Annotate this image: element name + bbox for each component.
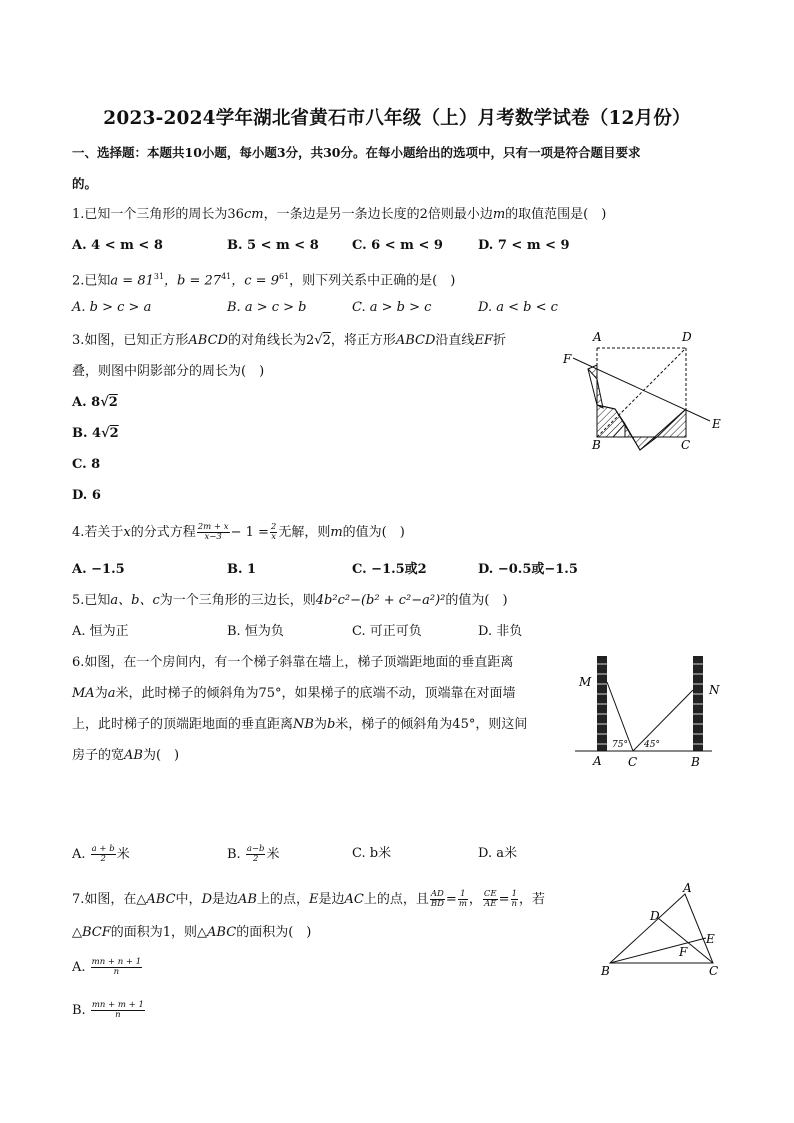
label-c: C: [709, 964, 719, 978]
q2-option-b[interactable]: B. a > c > b: [227, 300, 307, 315]
q5-option-a[interactable]: A. 恒为正: [72, 624, 129, 639]
label-e: E: [712, 417, 721, 431]
question-3-stem-line2: 叠，则图中阴影部分的周长为( ): [72, 364, 265, 379]
q1-option-c[interactable]: C. 6 < m < 9: [352, 238, 443, 253]
q6-ladder-figure: [570, 650, 720, 770]
question-1-stem: 1.已知一个三角形的周长为36cm，一条边是另一条边长度的2倍则最小边m的取值范围是( ): [72, 207, 607, 222]
angle-45-label: 45°: [644, 740, 660, 750]
q2-option-d[interactable]: D. a < b < c: [478, 300, 558, 315]
q3-option-b[interactable]: B. 4√2: [72, 426, 119, 441]
label-d: D: [682, 330, 692, 344]
segment-be: [610, 938, 706, 963]
label-m: M: [579, 675, 592, 689]
question-7-stem-line2: △BCF的面积为1，则△ABC的面积为( ): [72, 925, 312, 940]
label-b: B: [601, 964, 610, 978]
q3-option-a[interactable]: A. 8√2: [72, 395, 118, 410]
shaded-region: [588, 365, 686, 450]
triangle-abc: [610, 894, 713, 963]
q3-option-d[interactable]: D. 6: [72, 488, 101, 503]
section-heading-line1: 一、选择题：本题共10小题，每小题3分，共30分。在每小题给出的选项中，只有一项是符合题目要求: [72, 145, 641, 160]
q4-option-d[interactable]: D. −0.5或−1.5: [478, 562, 578, 577]
q1-option-a[interactable]: A. 4 < m < 8: [72, 238, 163, 253]
question-7-stem-line1: 7.如图，在△ABC中，D是边AB上的点，E是边AC上的点，且 $\frac{AD}{BD}$ = $\frac{1}{m}$ ， $\frac{CE}{AE}$ = $\frac{1}{n}$ ，若: [72, 889, 546, 909]
page-title: 2023-2024学年湖北省黄石市八年级（上）月考数学试卷（12月份）: [103, 108, 691, 129]
question-6-stem-line2: MA为a米，此时梯子的倾斜角为75°，如果梯子的底端不动，顶端靠在对面墙: [72, 686, 516, 701]
question-3-stem-line1: 3.如图，已知正方形ABCD的对角线长为2√2，将正方形ABCD沿直线EF折: [72, 333, 506, 348]
q7-triangle-figure: [595, 880, 730, 980]
q1-option-d[interactable]: D. 7 < m < 9: [478, 238, 570, 253]
question-2-stem: 2.已知$a = 81^{31}$，$b = 27^{41}$，$c = 9^{61}$，则下列关系中正确的是( ): [72, 272, 456, 289]
question-6-stem-line4: 房子的宽AB为( ): [72, 748, 180, 763]
label-a: A: [683, 881, 692, 895]
label-n: N: [709, 683, 720, 697]
right-wall: [693, 656, 703, 751]
section-heading-line2: 的。: [72, 176, 98, 191]
q2-option-c[interactable]: C. a > b > c: [352, 300, 432, 315]
label-c: C: [681, 438, 691, 452]
question-4-stem: 4.若关于x的分式方程 $\frac{2m + x}{x-3}$ − 1 = $\frac{2}{x}$ 无解，则m的值为( ): [72, 522, 405, 542]
q4-option-a[interactable]: A. −1.5: [72, 562, 125, 577]
label-c: C: [628, 755, 638, 769]
left-wall: [597, 656, 607, 751]
label-a: A: [593, 330, 602, 344]
q4-option-b[interactable]: B. 1: [227, 562, 257, 577]
question-6-stem-line1: 6.如图，在一个房间内，有一个梯子斜靠在墙上，梯子顶端距地面的垂直距离: [72, 655, 514, 670]
q1-option-b[interactable]: B. 5 < m < 8: [227, 238, 319, 253]
q6-option-d[interactable]: D. a米: [478, 846, 517, 861]
label-f: F: [563, 352, 572, 366]
label-f: F: [679, 945, 688, 959]
q2-option-a[interactable]: A. b > c > a: [72, 300, 152, 315]
q3-square-fold-figure: [555, 325, 735, 460]
q5-option-d[interactable]: D. 非负: [478, 624, 523, 639]
question-5-stem: 5.已知a、b、c为一个三角形的三边长，则4b²c²−(b² + c²−a²)²的值为( ): [72, 593, 508, 608]
q5-option-c[interactable]: C. 可正可负: [352, 624, 422, 639]
q3-option-c[interactable]: C. 8: [72, 457, 101, 472]
q6-option-a[interactable]: A. $\frac{a + b}{2}$ 米: [72, 844, 130, 864]
label-d: D: [650, 909, 660, 923]
label-b: B: [691, 755, 700, 769]
q4-option-c[interactable]: C. −1.5或2: [352, 562, 427, 577]
q6-option-b[interactable]: B. $\frac{a-b}{2}$ 米: [227, 844, 280, 864]
label-b: B: [592, 438, 601, 452]
q6-option-c[interactable]: C. b米: [352, 846, 392, 861]
label-e: E: [706, 932, 715, 946]
q7-option-a[interactable]: A. $\frac{mn + n + 1}{n}$: [72, 957, 142, 977]
label-a: A: [593, 754, 602, 768]
ladder-second-position: [633, 690, 693, 751]
q7-option-b[interactable]: B. $\frac{mn + m + 1}{n}$: [72, 1000, 144, 1020]
question-6-stem-line3: 上，此时梯子的顶端距地面的垂直距离NB为b米，梯子的倾斜角为45°，则这间: [72, 717, 528, 732]
q5-option-b[interactable]: B. 恒为负: [227, 624, 284, 639]
angle-75-label: 75°: [612, 740, 628, 750]
